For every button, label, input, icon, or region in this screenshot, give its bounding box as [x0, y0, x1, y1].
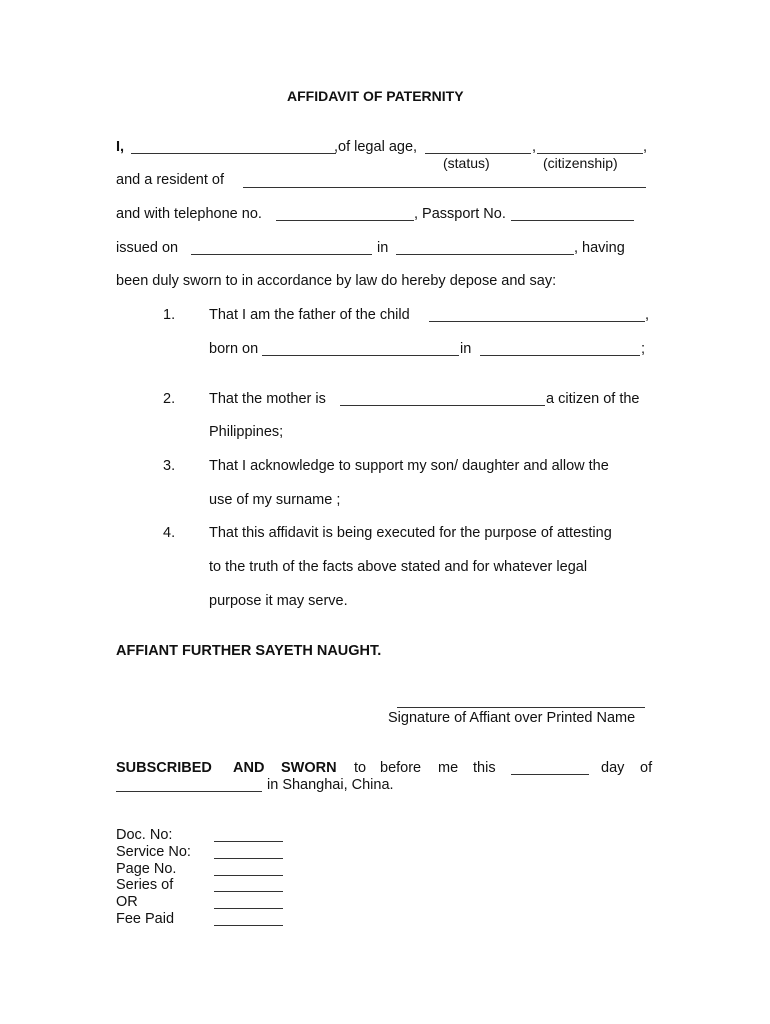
born-on-label: born on [209, 341, 259, 357]
fee-paid-label: Fee Paid [116, 911, 175, 927]
jurat-before: before [380, 760, 422, 776]
item-4-continuation-1: to the truth of the facts above stated and for whatever legal [209, 559, 588, 575]
birth-date-blank[interactable] [262, 355, 459, 356]
status-blank[interactable] [425, 153, 531, 154]
mother-name-blank[interactable] [340, 405, 545, 406]
affiant-naught: AFFIANT FURTHER SAYETH NAUGHT. [116, 643, 382, 659]
signature-label: Signature of Affiant over Printed Name [388, 710, 636, 726]
doc-no-label: Doc. No: [116, 827, 173, 843]
jurat-me: me [438, 760, 459, 776]
issued-place-blank[interactable] [396, 254, 574, 255]
jurat-this: this [473, 760, 496, 776]
item-1-number: 1. [163, 307, 176, 323]
jurat-and: AND [233, 760, 265, 776]
item-1-semicolon: ; [641, 341, 646, 357]
or-blank[interactable] [214, 908, 283, 909]
item-4-continuation-2: purpose it may serve. [209, 593, 348, 609]
passport-blank[interactable] [511, 220, 634, 221]
issued-in-label: in [377, 240, 389, 256]
citizenship-caption: (citizenship) [543, 155, 618, 171]
jurat-day-blank[interactable] [511, 774, 589, 775]
item-2-continuation: Philippines; [209, 424, 284, 440]
resident-of-label: and a resident of [116, 172, 225, 188]
service-no-label: Service No: [116, 844, 191, 860]
intro-i-label: I, [116, 139, 125, 155]
having-label: , having [574, 240, 625, 256]
doc-no-blank[interactable] [214, 841, 283, 842]
telephone-blank[interactable] [276, 220, 414, 221]
comma-1: , [532, 139, 537, 155]
item-3-number: 3. [163, 458, 176, 474]
child-name-blank[interactable] [429, 321, 645, 322]
jurat-day: day [601, 760, 625, 776]
born-in-label: in [460, 341, 472, 357]
item-1-text: That I am the father of the child [209, 307, 410, 323]
item-2-citizen-text: a citizen of the [546, 391, 640, 407]
signature-line[interactable] [397, 707, 645, 708]
page-no-blank[interactable] [214, 875, 283, 876]
sworn-statement: been duly sworn to in accordance by law do hereby depose and say: [116, 273, 557, 289]
citizenship-blank[interactable] [537, 153, 643, 154]
jurat-sworn: SWORN [281, 760, 337, 776]
item-2-text: That the mother is [209, 391, 326, 407]
issued-on-label: issued on [116, 240, 179, 256]
jurat-place: in Shanghai, China. [267, 777, 394, 793]
item-3-continuation: use of my surname ; [209, 492, 341, 508]
jurat-to: to [354, 760, 367, 776]
item-3-text: That I acknowledge to support my son/ daughter and allow the [209, 458, 609, 474]
service-no-blank[interactable] [214, 858, 283, 859]
item-1-comma: , [645, 307, 650, 323]
item-4-number: 4. [163, 525, 176, 541]
or-label: OR [116, 894, 138, 910]
residence-blank[interactable] [243, 187, 646, 188]
series-of-label: Series of [116, 877, 174, 893]
page-no-label: Page No. [116, 861, 177, 877]
jurat-of: of [640, 760, 653, 776]
name-blank[interactable] [131, 153, 336, 154]
item-4-text: That this affidavit is being executed for the purpose of attesting [209, 525, 612, 541]
issued-date-blank[interactable] [191, 254, 372, 255]
of-legal-age-label: ,of legal age, [334, 139, 418, 155]
series-of-blank[interactable] [214, 891, 283, 892]
fee-paid-blank[interactable] [214, 925, 283, 926]
item-2-number: 2. [163, 391, 176, 407]
passport-label: , Passport No. [414, 206, 506, 222]
birth-place-blank[interactable] [480, 355, 640, 356]
document-title: AFFIDAVIT OF PATERNITY [287, 88, 464, 104]
jurat-subscribed: SUBSCRIBED [116, 760, 212, 776]
status-caption: (status) [443, 155, 490, 171]
jurat-month-blank[interactable] [116, 791, 262, 792]
comma-2: , [643, 139, 648, 155]
telephone-label: and with telephone no. [116, 206, 262, 222]
